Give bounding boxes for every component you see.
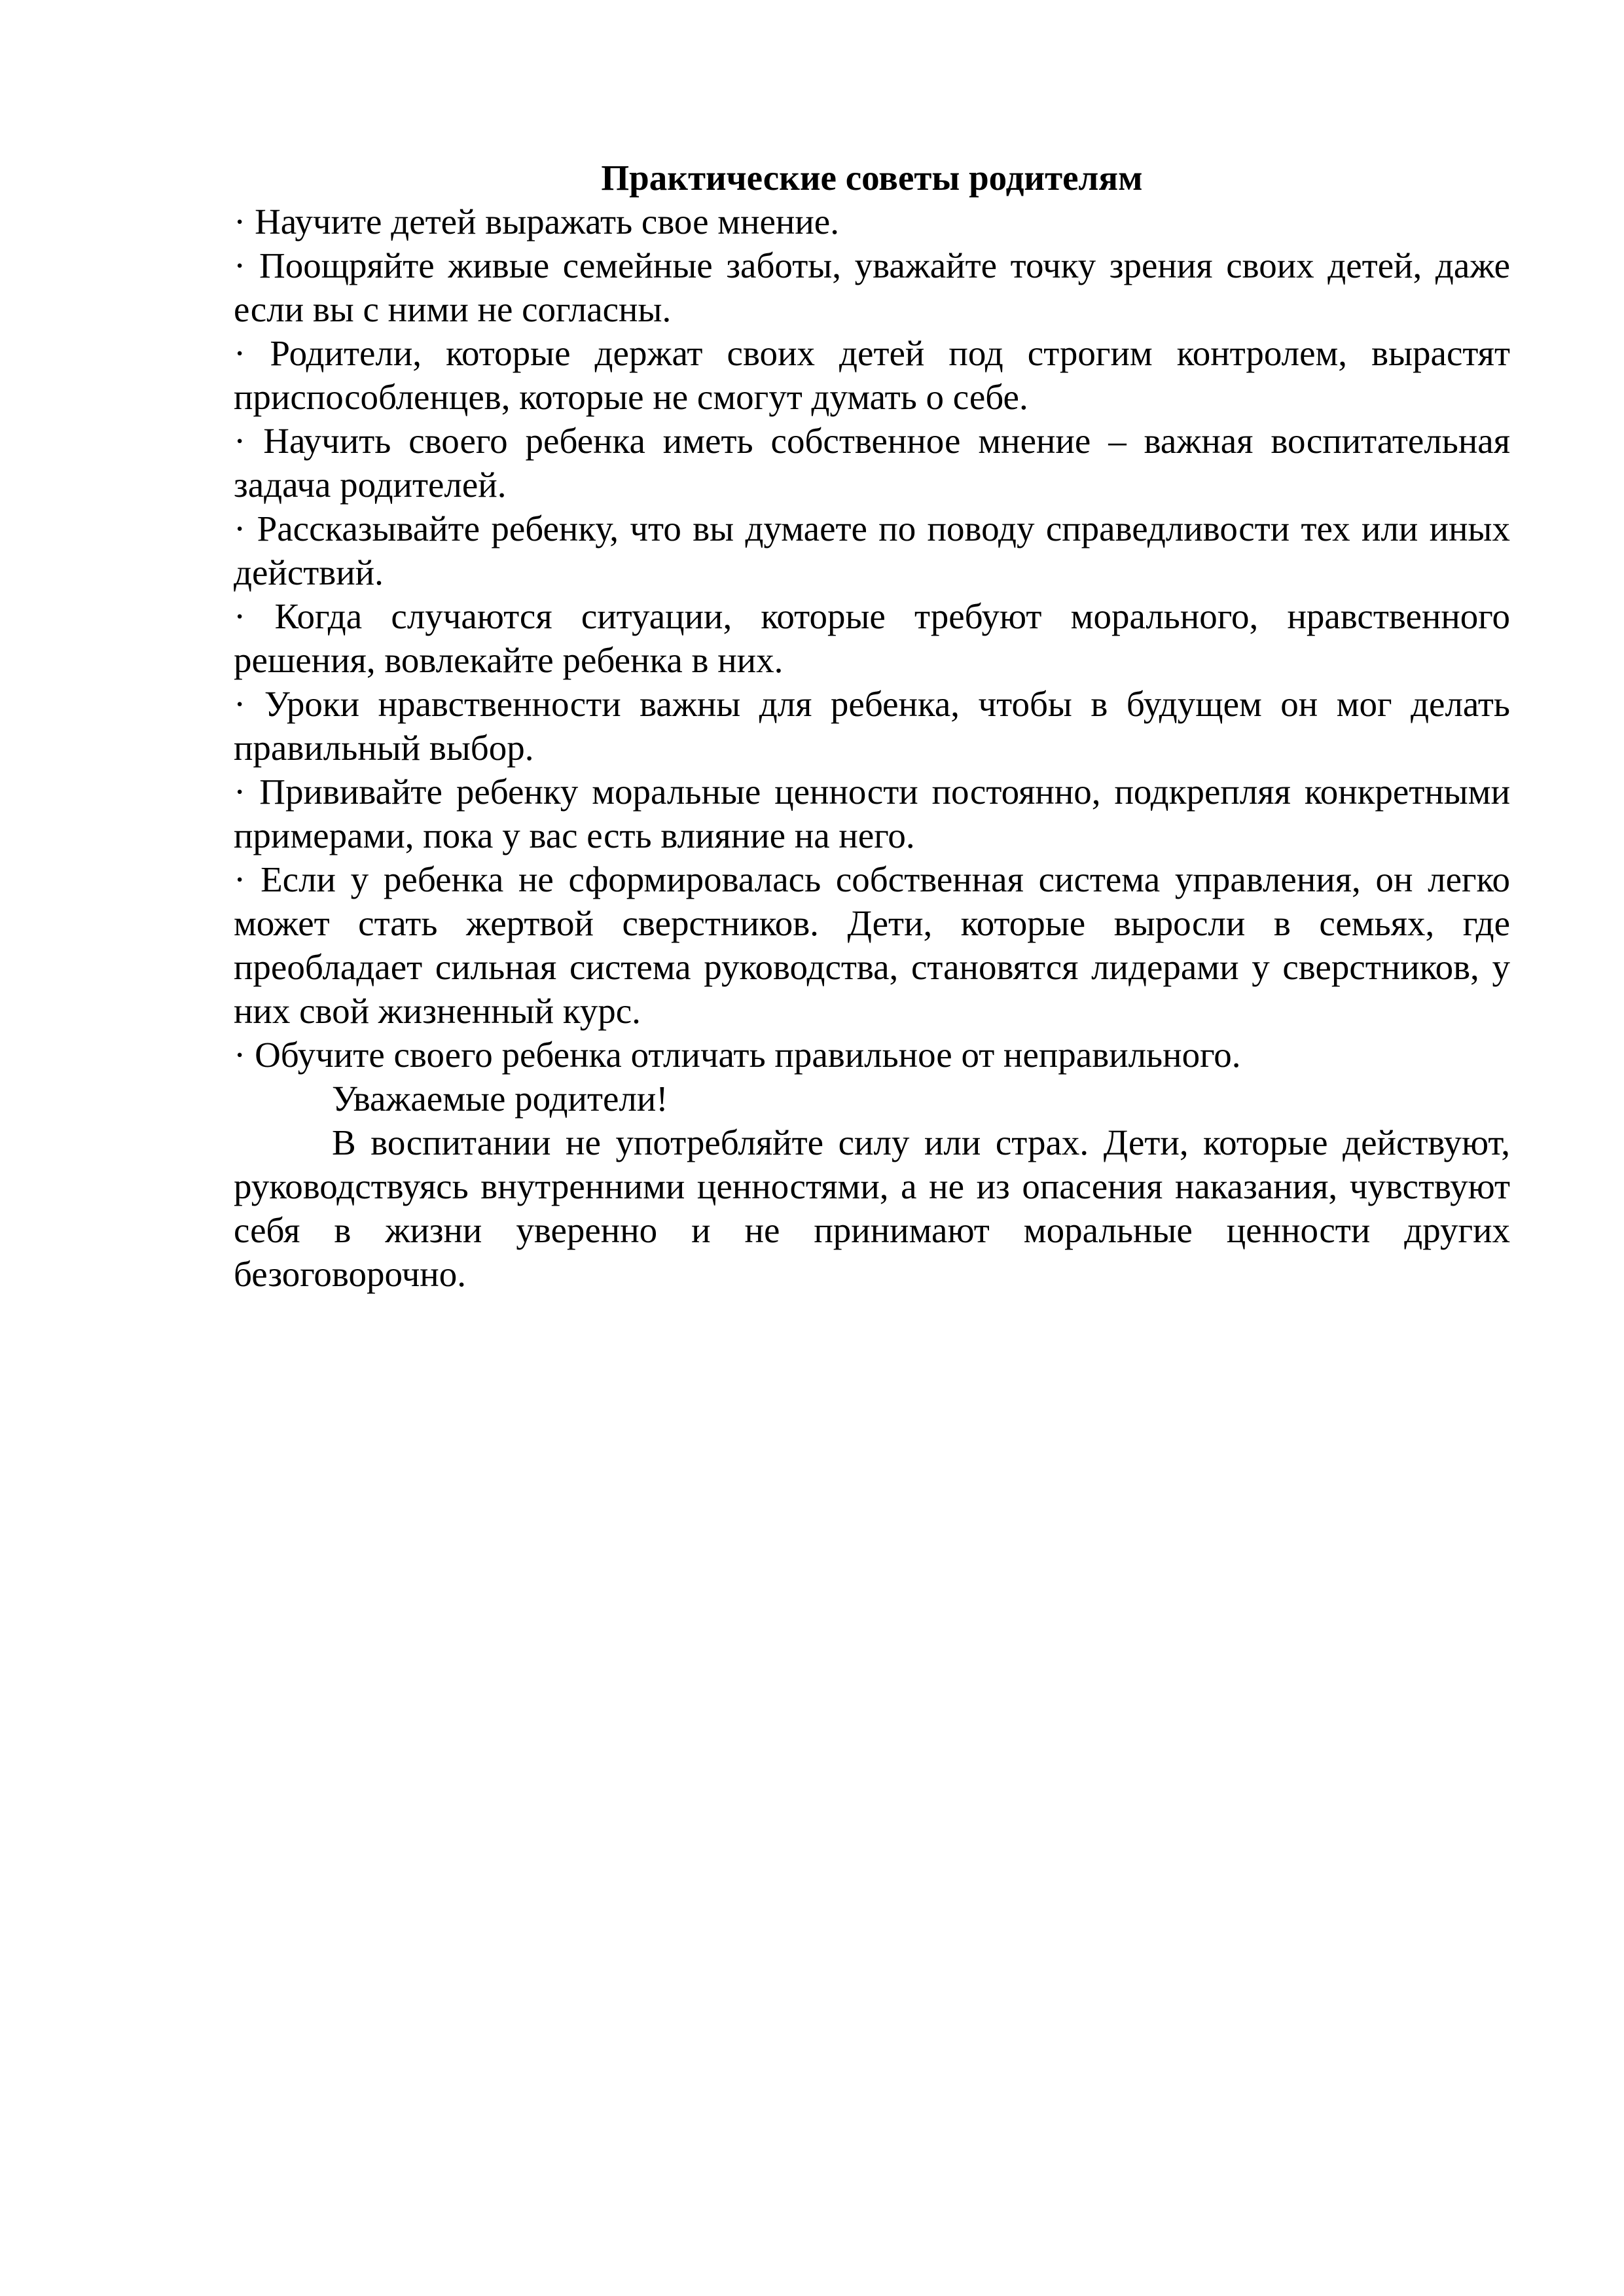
bullet-mark: · — [234, 596, 246, 636]
bullet-mark: · — [234, 202, 246, 242]
advice-item — [234, 331, 1510, 419]
document-title: Практические советы родителям — [601, 158, 1143, 198]
advice-item — [234, 243, 1510, 331]
advice-item — [234, 682, 1510, 770]
advice-text: Уроки нравственности важны для ребенка, чтобы в будущем он мог делать правильный выбор. — [234, 684, 1511, 768]
advice-text: Прививайте ребенку моральные ценности постоянно, подкрепляя конкретными примерами, пока у вас есть влияние на него. — [234, 772, 1511, 855]
bullet-mark: · — [234, 333, 246, 373]
closing-paragraph: В воспитании не употребляйте силу или страх. Дети, которые действуют, руководствуясь внутренними ценностями, а не из опасения наказания, чувствуют себя в жизни уверенно и не принимают моральные ценности других безоговорочно. — [234, 1122, 1510, 1294]
document-content — [234, 156, 1510, 1296]
advice-text: Рассказывайте ребенку, что вы думаете по поводу справедливости тех или иных действий. — [234, 509, 1511, 592]
advice-text: Обучите своего ребенка отличать правильное от неправильного. — [255, 1035, 1241, 1075]
advice-item — [234, 200, 1510, 243]
bullet-mark: · — [234, 421, 246, 461]
bullet-mark: · — [234, 684, 246, 724]
bullet-mark: · — [234, 509, 246, 548]
address-line: Уважаемые родители! — [332, 1079, 668, 1119]
advice-text: Поощряйте живые семейные заботы, уважайте точку зрения своих детей, даже если вы с ними не согласны. — [234, 245, 1511, 329]
bullet-mark: · — [234, 859, 246, 899]
advice-text: Родители, которые держат своих детей под строгим контролем, вырастят приспособленцев, которые не смогут думать о себе. — [234, 333, 1510, 417]
advice-text: Когда случаются ситуации, которые требуют морального, нравственного решения, вовлекайте ребенка в них. — [234, 596, 1510, 680]
advice-text: Научить своего ребенка иметь собственное мнение – важная воспитательная задача родителей. — [234, 421, 1510, 505]
advice-text: Научите детей выражать свое мнение. — [255, 202, 839, 242]
advice-list — [234, 200, 1510, 1077]
advice-item — [234, 594, 1510, 682]
bullet-mark: · — [234, 1035, 246, 1075]
bullet-mark: · — [234, 772, 246, 812]
advice-item — [234, 507, 1510, 594]
advice-item — [234, 857, 1510, 1033]
bullet-mark: · — [234, 245, 246, 285]
advice-text: Если у ребенка не сформировалась собственная система управления, он легко может стать жертвой сверстников. Дети, которые выросли в семьях, где преобладает сильная система руководства, становятся лидерами у сверстников, у них свой жизненный курс. — [234, 859, 1510, 1031]
advice-item — [234, 419, 1510, 507]
advice-item — [234, 770, 1510, 857]
advice-item — [234, 1033, 1510, 1077]
